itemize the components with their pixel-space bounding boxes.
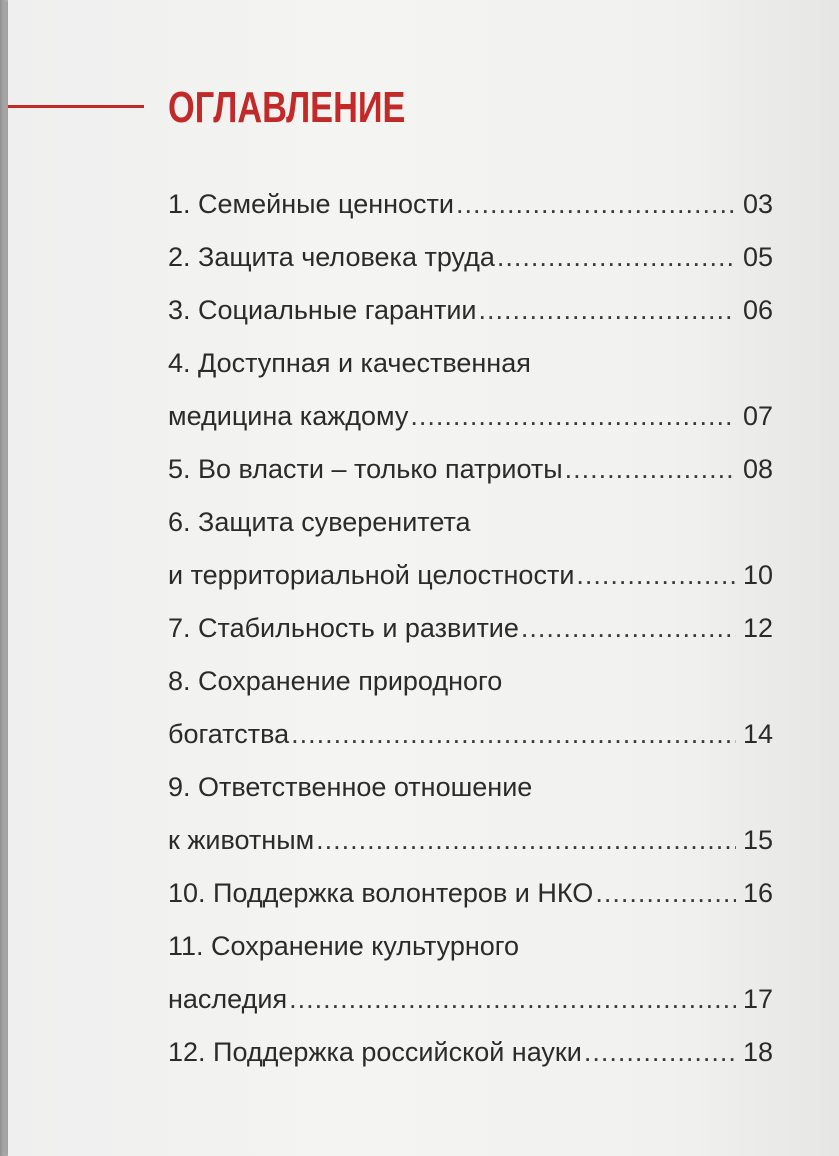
toc-entry-title: 7. Стабильность и развитие bbox=[168, 613, 519, 643]
toc-entry-continuation bbox=[168, 814, 773, 867]
toc-entry-title: 3. Социальные гарантии bbox=[168, 295, 477, 325]
toc-page-number: 12 bbox=[742, 613, 773, 643]
toc-dot-leader bbox=[456, 178, 736, 231]
toc-dot-leader bbox=[316, 814, 736, 867]
toc-entry-title: 2. Защита человека труда bbox=[168, 242, 495, 272]
toc-dot-leader bbox=[291, 708, 736, 761]
toc-dot-leader bbox=[565, 443, 736, 496]
toc-page-number: 10 bbox=[742, 560, 773, 590]
toc-entry-title: наследия bbox=[168, 984, 288, 1014]
toc-dot-leader bbox=[576, 549, 736, 602]
toc-entry-title: 10. Поддержка волонтеров и НКО bbox=[168, 878, 594, 908]
toc-entry bbox=[168, 443, 773, 496]
toc-page-number: 05 bbox=[742, 242, 773, 272]
toc-entry bbox=[168, 337, 773, 390]
toc-entry bbox=[168, 867, 773, 920]
toc-entry bbox=[168, 602, 773, 655]
toc-entry-title: 9. Ответственное отношение bbox=[168, 772, 533, 802]
toc-entry-title: 8. Сохранение природного bbox=[168, 666, 503, 696]
toc-page-number: 17 bbox=[742, 984, 773, 1014]
page-title: ОГЛАВЛЕНИЕ bbox=[168, 83, 406, 132]
toc-entry-title: и территориальной целостности bbox=[168, 560, 575, 590]
toc-dot-leader bbox=[497, 231, 736, 284]
toc-dot-leader bbox=[289, 973, 736, 1026]
toc-entry bbox=[168, 920, 773, 973]
toc-entry-title: медицина каждому bbox=[168, 401, 409, 431]
toc-page-number: 14 bbox=[742, 719, 773, 749]
toc-page-number: 07 bbox=[742, 401, 773, 431]
toc-entry-title: 11. Сохранение культурного bbox=[168, 931, 520, 961]
toc-page-number: 06 bbox=[742, 295, 773, 325]
toc-entry-continuation bbox=[168, 708, 773, 761]
title-red-rule bbox=[8, 105, 144, 108]
toc-entry bbox=[168, 178, 773, 231]
toc-dot-leader bbox=[521, 602, 736, 655]
toc-dot-leader bbox=[410, 390, 736, 443]
toc-dot-leader bbox=[479, 284, 737, 337]
toc-entry-title: богатства bbox=[168, 719, 290, 749]
toc-page-number: 08 bbox=[742, 454, 773, 484]
toc-entry-title: 5. Во власти – только патриоты bbox=[168, 454, 563, 484]
toc-page-number: 16 bbox=[742, 878, 773, 908]
toc-entry-title: 1. Семейные ценности bbox=[168, 189, 454, 219]
toc-entry-continuation bbox=[168, 973, 773, 1026]
toc-entry bbox=[168, 655, 773, 708]
toc-entry-continuation bbox=[168, 390, 773, 443]
toc-dot-leader bbox=[595, 867, 736, 920]
toc-entry-continuation bbox=[168, 549, 773, 602]
toc-entry-title: 4. Доступная и качественная bbox=[168, 348, 531, 378]
toc-entry-title: к животным bbox=[168, 825, 315, 855]
toc-page-number: 03 bbox=[742, 189, 773, 219]
booklet-binding-edge bbox=[0, 0, 8, 1156]
toc-entry-title: 6. Защита суверенитета bbox=[168, 507, 471, 537]
toc-entry bbox=[168, 284, 773, 337]
toc-entry bbox=[168, 496, 773, 549]
toc-entry-title: 12. Поддержка российской науки bbox=[168, 1037, 582, 1067]
booklet-page bbox=[8, 0, 839, 1156]
toc-page-number: 18 bbox=[742, 1037, 773, 1067]
table-of-contents bbox=[168, 178, 773, 1079]
toc-dot-leader bbox=[584, 1026, 736, 1079]
toc-entry bbox=[168, 1026, 773, 1079]
toc-entry bbox=[168, 761, 773, 814]
toc-entry bbox=[168, 231, 773, 284]
toc-page-number: 15 bbox=[742, 825, 773, 855]
